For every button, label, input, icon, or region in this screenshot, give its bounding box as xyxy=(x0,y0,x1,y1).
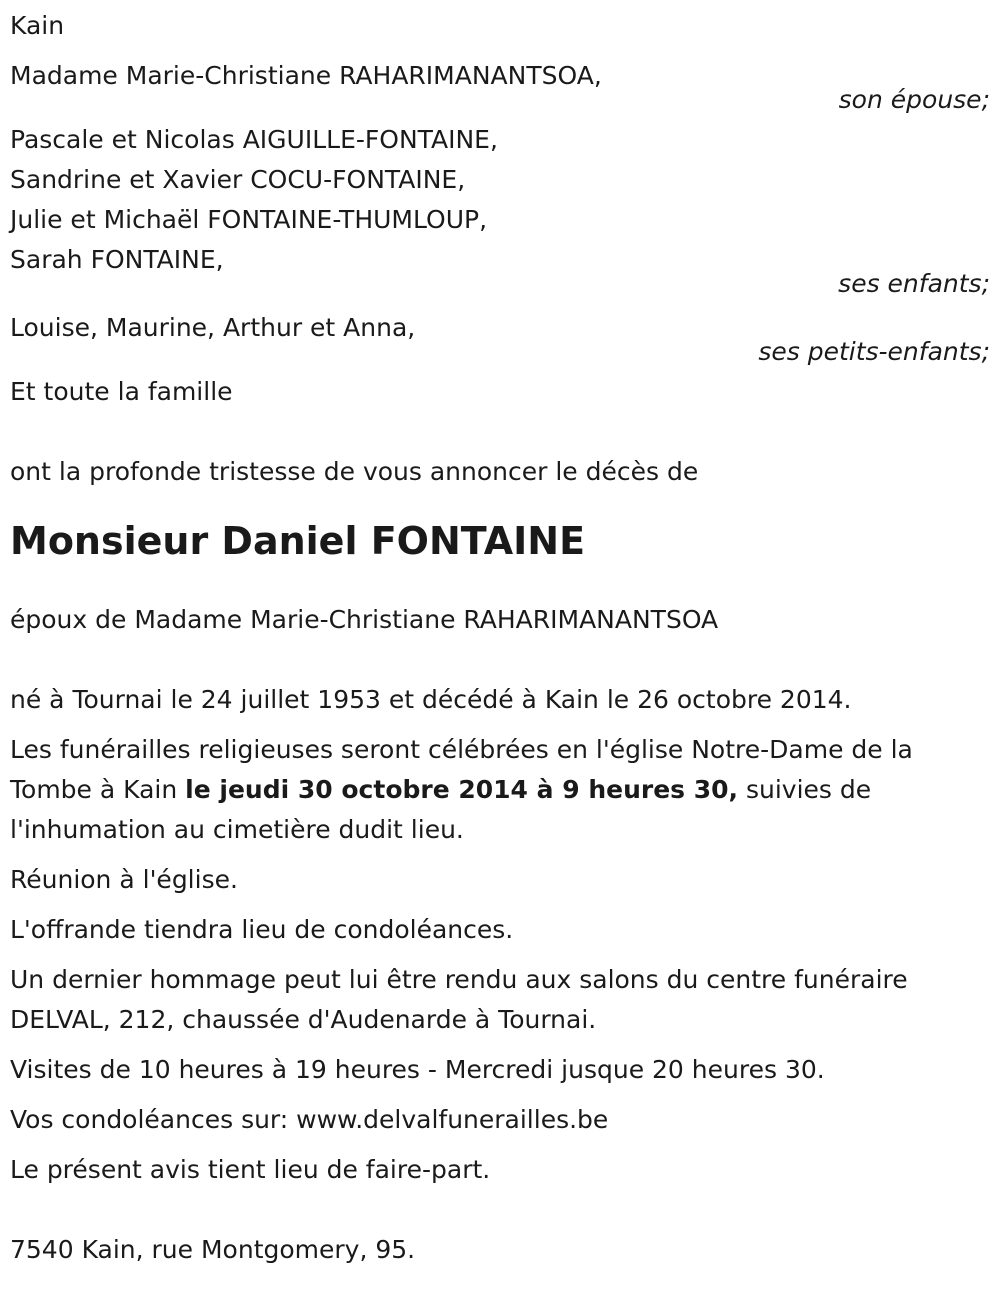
spacer xyxy=(10,412,990,452)
spacer xyxy=(10,640,990,680)
grandchildren-relation: ses petits-enfants; xyxy=(758,337,990,366)
spacer xyxy=(10,492,990,516)
spacer xyxy=(10,1140,990,1150)
family-others: Et toute la famille xyxy=(10,377,233,406)
offering-line: L'offrande tiendra lieu de condoléances. xyxy=(10,915,514,944)
visits-line: Visites de 10 heures à 19 heures - Mercredi jusque 20 heures 30. xyxy=(10,1055,825,1084)
obituary-notice xyxy=(10,6,990,1270)
funeral-paragraph xyxy=(10,730,990,850)
spacer xyxy=(10,720,990,730)
address-line: 7540 Kain, rue Montgomery, 95. xyxy=(10,1235,416,1264)
grandchildren-block xyxy=(10,308,990,372)
spouse-block xyxy=(10,56,990,120)
spacer xyxy=(10,46,990,56)
spouse-relation: son épouse; xyxy=(838,85,990,114)
children-relation: ses enfants; xyxy=(838,269,990,298)
spacer xyxy=(10,1090,990,1100)
tribute-paragraph: Un dernier hommage peut lui être rendu aux salons du centre funéraire DELVAL, 212, chaussée d'Audenarde à Tournai. xyxy=(10,965,908,1034)
condolences-line: Vos condoléances sur: www.delvalfunerailles.be xyxy=(10,1105,609,1134)
spacer xyxy=(10,950,990,960)
announcement-text: ont la profonde tristesse de vous annoncer le décès de xyxy=(10,457,699,486)
funeral-date-time: le jeudi 30 octobre 2014 à 9 heures 30, xyxy=(185,775,739,804)
meeting-line: Réunion à l'église. xyxy=(10,865,238,894)
child-name: Sarah FONTAINE, xyxy=(10,245,224,274)
children-block xyxy=(10,120,990,304)
child-name: Pascale et Nicolas AIGUILLE-FONTAINE, xyxy=(10,125,498,154)
birth-death-line: né à Tournai le 24 juillet 1953 et décédé à Kain le 26 octobre 2014. xyxy=(10,685,852,714)
funeral-text-end: suivies de l'inhumation au cimetière dudit lieu. xyxy=(10,775,872,844)
spacer xyxy=(10,1040,990,1050)
child-name: Julie et Michaël FONTAINE-THUMLOUP, xyxy=(10,205,488,234)
child-name: Sandrine et Xavier COCU-FONTAINE, xyxy=(10,165,466,194)
notice-line: Le présent avis tient lieu de faire-part. xyxy=(10,1155,491,1184)
deceased-name: Monsieur Daniel FONTAINE xyxy=(10,519,586,563)
spacer xyxy=(10,900,990,910)
spouse-name: Madame Marie-Christiane RAHARIMANANTSOA, xyxy=(10,61,602,90)
deceased-spouse-line: époux de Madame Marie-Christiane RAHARIMANANTSOA xyxy=(10,605,719,634)
grandchildren-names: Louise, Maurine, Arthur et Anna, xyxy=(10,313,416,342)
funeral-text-start: Les funérailles religieuses seront célébrées en l'église Notre-Dame de la Tombe à Kain xyxy=(10,735,913,804)
spacer xyxy=(10,566,990,600)
place-heading: Kain xyxy=(10,11,65,40)
spacer xyxy=(10,1190,990,1230)
spacer xyxy=(10,850,990,860)
